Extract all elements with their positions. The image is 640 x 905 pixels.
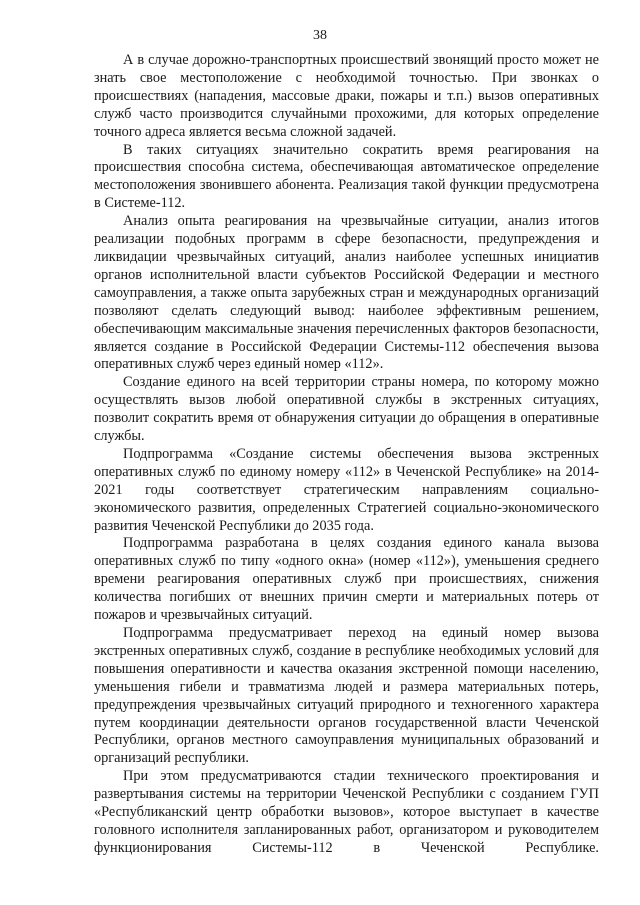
paragraph: Подпрограмма «Создание системы обеспечения вызова экстренных оперативных служб по единому номеру «112» в Чеченской Республике» на 2014-2021 годы соответствует стратегическим направлениям социально-экономического развития, определенных Стратегией социально-экономического развития Чеченской Республики до 2035 года. [94,445,599,534]
document-body [94,52,599,858]
paragraph: Подпрограмма предусматривает переход на единый номер вызова экстренных оперативных служб, создание в республике необходимых условий для повышения оперативности и качества оказания экстренной помощи населению, уменьшения гибели и травматизма людей и размера материальных потерь, предупреждения чрезвычайных ситуаций природного и техногенного характера путем координации деятельности органов государственной власти Чеченской Республики, органов местного самоуправления муниципальных образований и организаций республики. [94,625,599,767]
paragraph: А в случае дорожно-транспортных происшествий звонящий просто может не знать свое местоположение с необходимой точностью. При звонках о происшествиях (нападения, массовые драки, пожары и т.п.) вызов оперативных служб часто производится случайными прохожими, для которых определение точного адреса является весьма сложной задачей. [94,52,599,140]
paragraph: Создание единого на всей территории страны номера, по которому можно осуществлять вызов любой оперативной службы в экстренных ситуациях, позволит сократить время от обнаружения ситуации до обращения в оперативные службы. [94,374,599,445]
paragraph: При этом предусматриваются стадии технического проектирования и развертывания системы на территории Чеченской Республики с созданием ГУП «Республиканский центр обработки вызовов», которое выступает в качестве головного исполнителя запланированных работ, организатором и руководителем функционирования Системы-112 в Чеченской Республике. [94,768,599,856]
paragraph: В таких ситуациях значительно сократить время реагирования на происшествия способна система, обеспечивающая автоматическое определение местоположения звонившего абонента. Реализация такой функции предусмотрена в Системе-112. [94,141,599,212]
page-number: 38 [313,28,327,43]
paragraph: Анализ опыта реагирования на чрезвычайные ситуации, анализ итогов реализации подобных программ в сфере безопасности, предупреждения и ликвидации чрезвычайных ситуаций, анализ наиболее успешных инициатив органов исполнительной власти субъектов Российской Федерации и местного самоуправления, а также опыта зарубежных стран и международных организаций позволяют сделать следующий вывод: наиболее эффективным решением, обеспечивающим максимальные значения перечисленных факторов безопасности, является создание в Российской Федерации Системы-112 обеспечения вызова оперативных служб через единый номер «112». [94,213,599,373]
paragraph: Подпрограмма разработана в целях создания единого канала вызова оперативных служб по типу «одного окна» (номер «112»), уменьшения среднего времени реагирования оперативных служб при происшествиях, снижения количества погибших от внешних причин смерти и материальных потерь от пожаров и чрезвычайных ситуаций. [94,535,599,624]
